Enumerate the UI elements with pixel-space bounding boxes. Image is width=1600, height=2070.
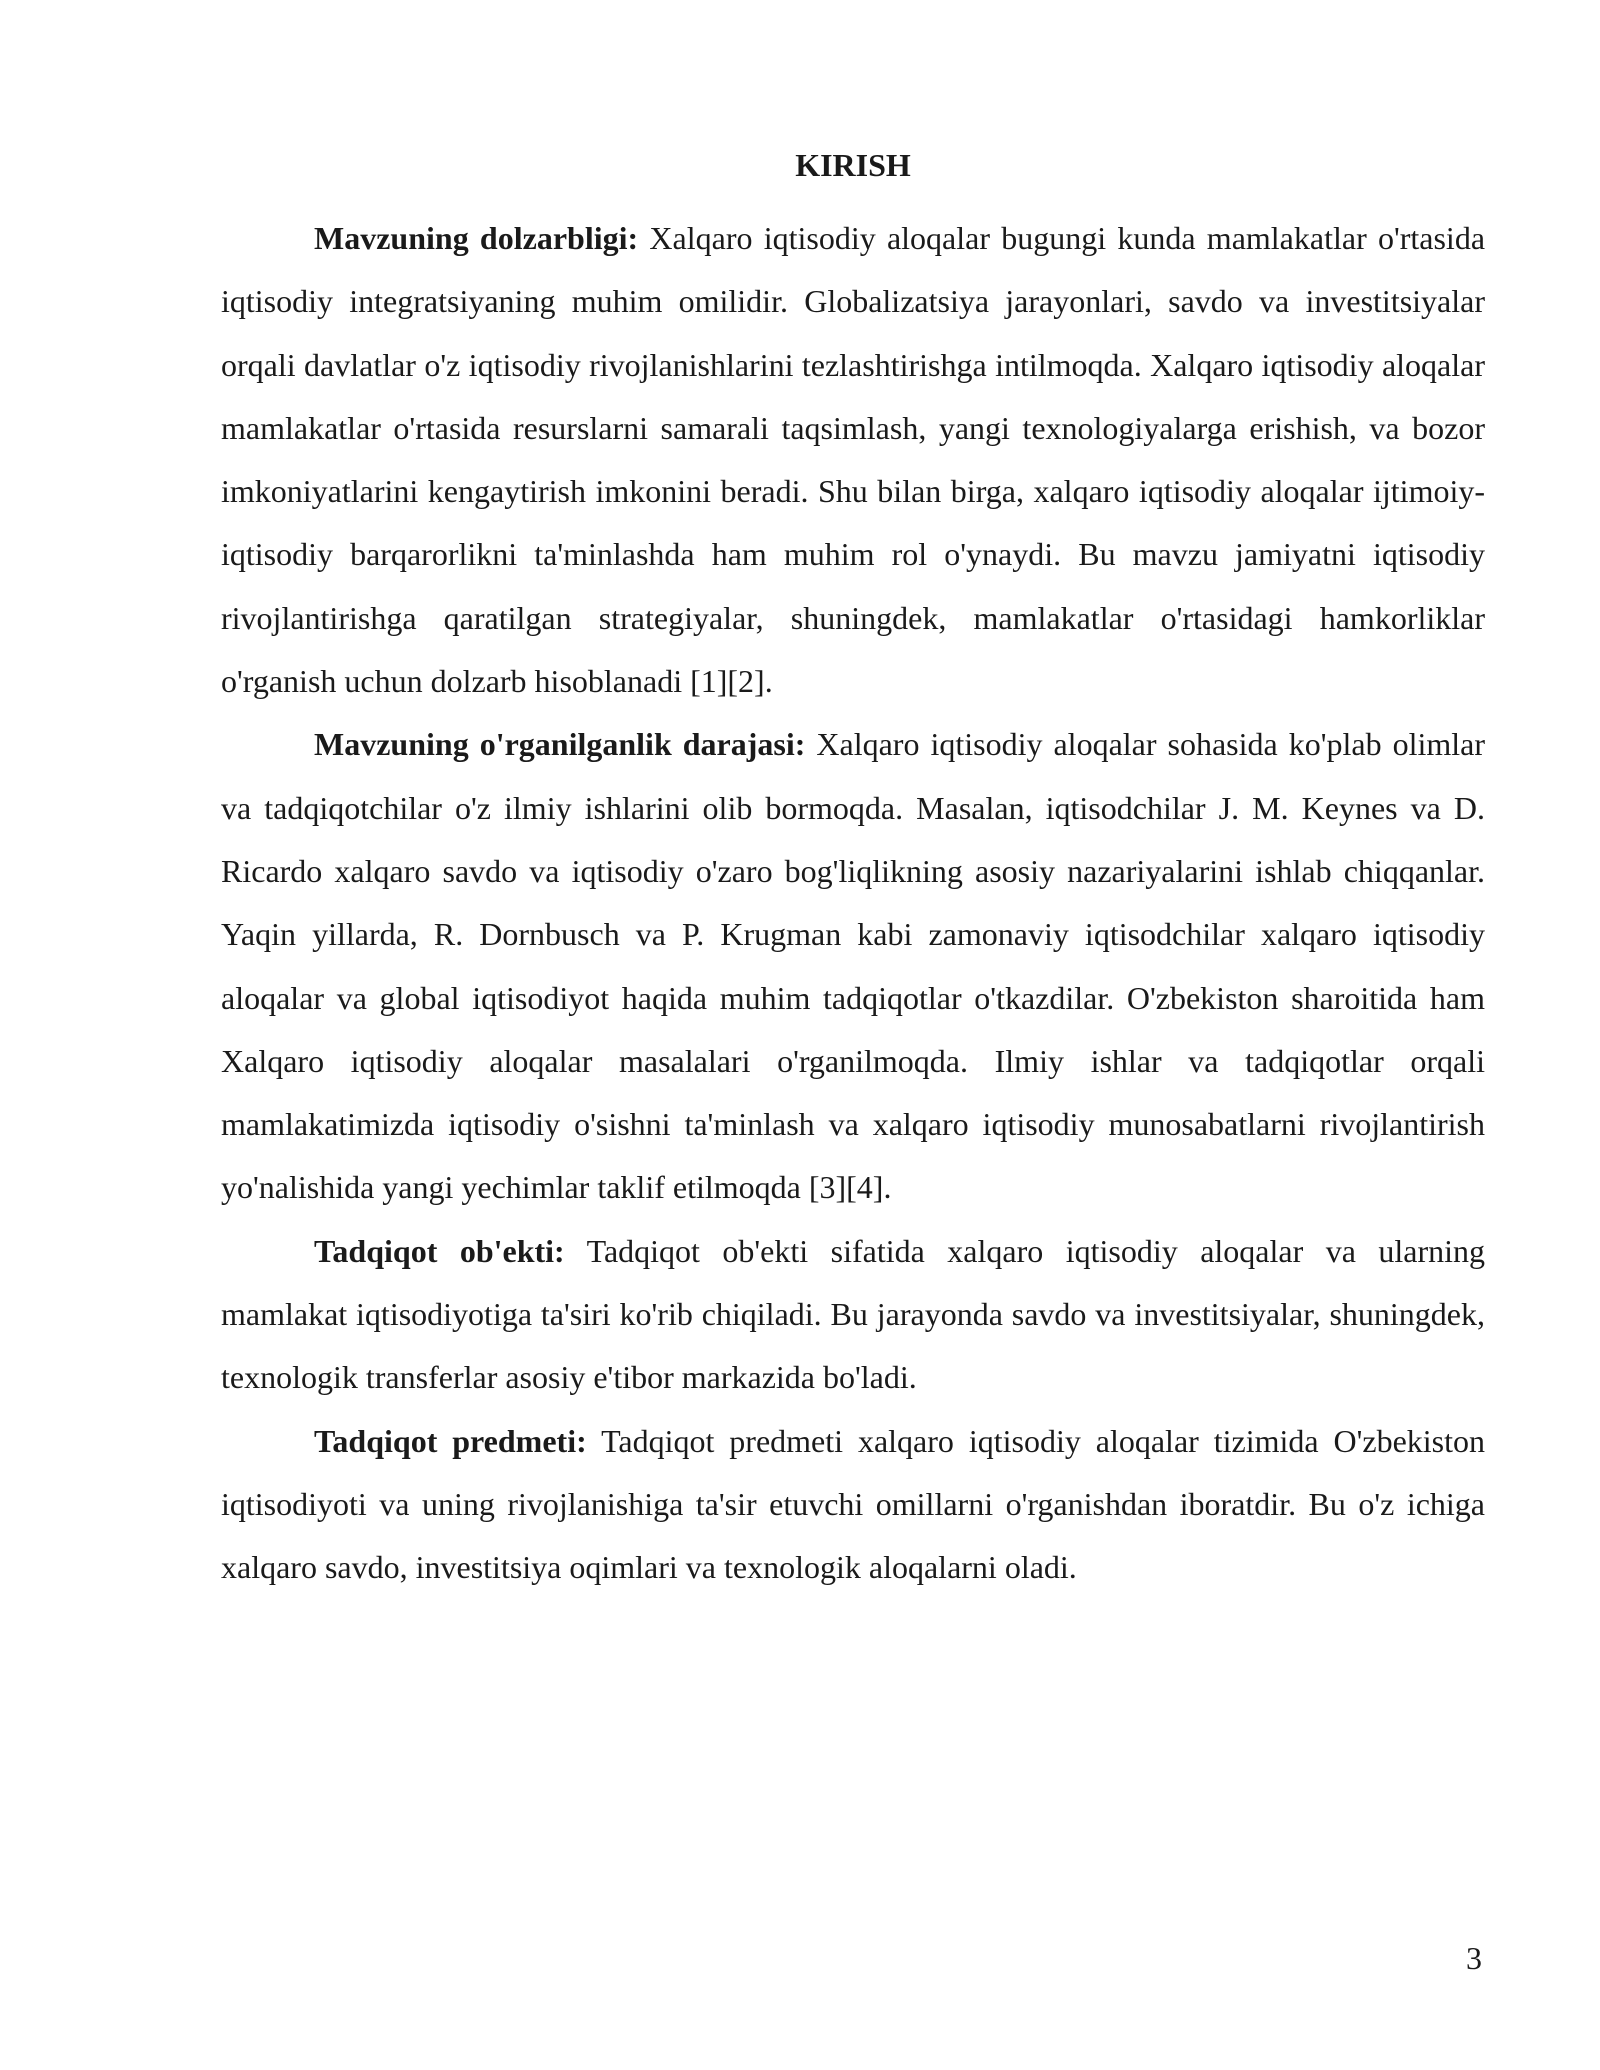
paragraph-research-subject — [221, 1410, 1485, 1600]
paragraph-research-object — [221, 1220, 1485, 1410]
paragraph-label: Mavzuning o'rganilganlik darajasi: — [314, 726, 806, 763]
paragraph-text: Xalqaro iqtisodiy aloqalar bugungi kunda mamlakatlar o'rtasida iqtisodiy integratsiyaning muhim omilidir. Globalizatsiya jarayonlari, savdo va investitsiyalar orqali davlatlar o'z iqtisodiy rivojlanishlarini tezlashtirishga intilmoqda. Xalqaro iqtisodiy aloqalar mamlakatlar o'rtasida resurslarni samarali taqsimlash, yangi texnologiyalarga erishish, va bozor imkoniyatlarini kengaytirish imkonini beradi. Shu bilan birga, xalqaro iqtisodiy aloqalar ijtimoiy-iqtisodiy barqarorlikni ta'minlashda ham muhim rol o'ynaydi. Bu mavzu jamiyatni iqtisodiy rivojlantirishga qaratilgan strategiyalar, shuningdek, mamlakatlar o'rtasidagi hamkorliklar o'rganish uchun dolzarb hisoblanadi [1][2]. — [221, 220, 1486, 700]
paragraph-label: Tadqiqot ob'ekti: — [314, 1232, 565, 1269]
section-heading: KIRISH — [795, 147, 911, 183]
document-page — [221, 145, 1485, 1600]
paragraph-relevance — [221, 207, 1485, 713]
page-number: 3 — [1466, 1940, 1482, 1976]
paragraph-text: Xalqaro iqtisodiy aloqalar sohasida ko'plab olimlar va tadqiqotchilar o'z ilmiy ishlarini olib bormoqda. Masalan, iqtisodchilar J. M. Keynes va D. Ricardo xalqaro savdo va iqtisodiy o'zaro bog'liqlikning asosiy nazariyalarini ishlab chiqqanlar. Yaqin yillarda, R. Dornbusch va P. Krugman kabi zamonaviy iqtisodchilar xalqaro iqtisodiy aloqalar va global iqtisodiyot haqida muhim tadqiqotlar o'tkazdilar. O'zbekiston sharoitida ham Xalqaro iqtisodiy aloqalar masalalari o'rganilmoqda. Ilmiy ishlar va tadqiqotlar orqali mamlakatimizda iqtisodiy o'sishni ta'minlash va xalqaro iqtisodiy munosabatlarni rivojlantirish yo'nalishida yangi yechimlar taklif etilmoqda [3][4]. — [221, 726, 1485, 1206]
paragraph-text: Tadqiqot predmeti xalqaro iqtisodiy aloqalar tizimida O'zbekiston iqtisodiyoti va uning rivojlanishiga ta'sir etuvchi omillarni o'rganishdan iboratdir. Bu o'z ichiga xalqaro savdo, investitsiya oqimlari va texnologik aloqalarni oladi. — [221, 1422, 1486, 1586]
paragraph-text: Tadqiqot ob'ekti sifatida xalqaro iqtisodiy aloqalar va ularning mamlakat iqtisodiyotiga ta'siri ko'rib chiqiladi. Bu jarayonda savdo va investitsiyalar, shuningdek, texnologik transferlar asosiy e'tibor markazida bo'ladi. — [221, 1232, 1486, 1396]
paragraph-label: Tadqiqot predmeti: — [314, 1422, 587, 1459]
paragraph-study-level — [221, 713, 1485, 1219]
paragraph-label: Mavzuning dolzarbligi: — [314, 220, 639, 256]
